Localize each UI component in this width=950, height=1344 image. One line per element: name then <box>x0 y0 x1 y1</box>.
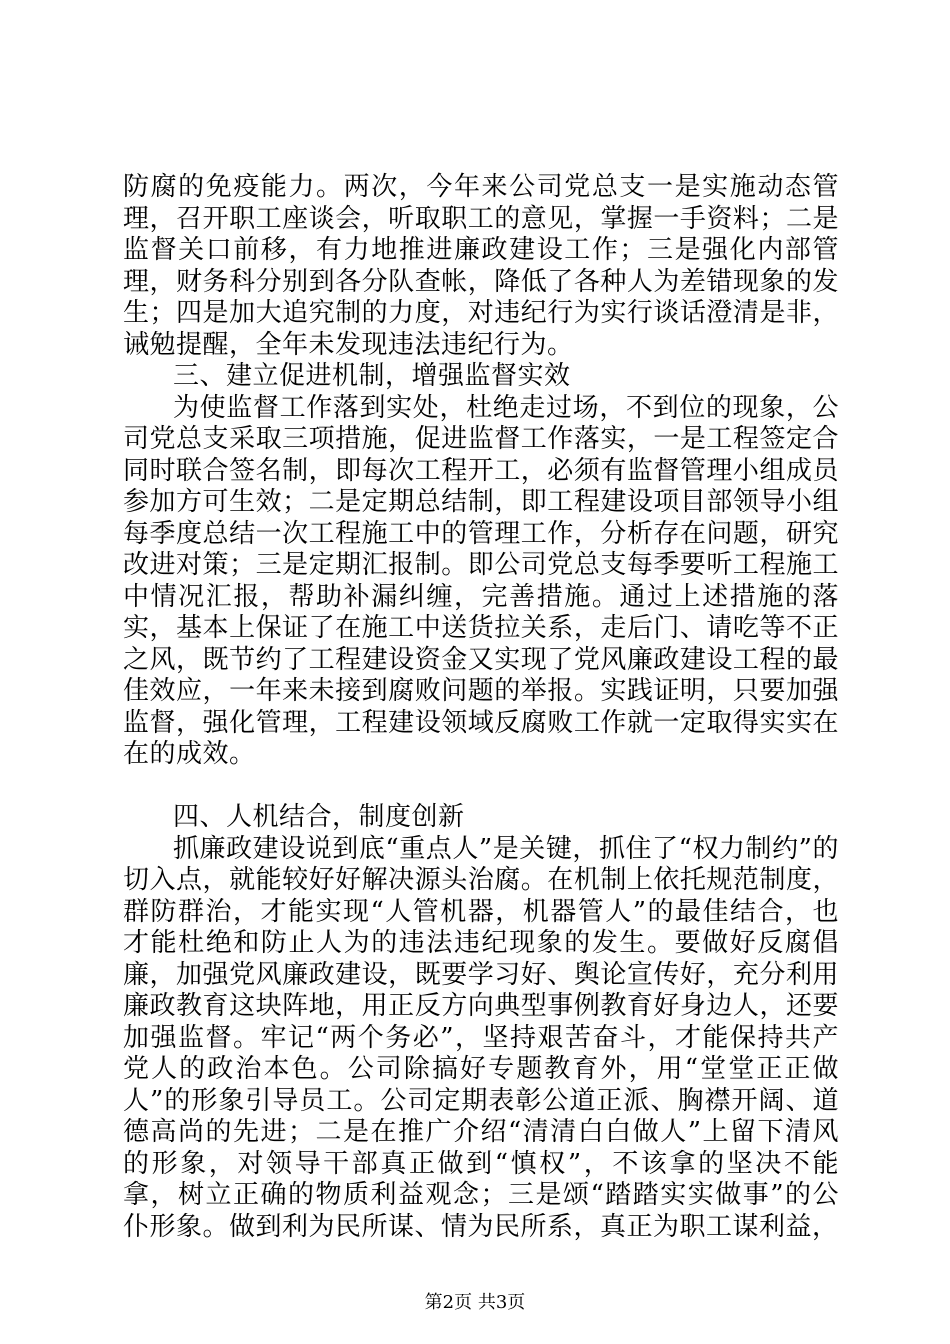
section-heading-3: 三、建立促进机制，增强监督实效 <box>173 361 571 391</box>
page-footer: 第2页 共3页 <box>424 1292 526 1313</box>
paragraph-continuation: 防腐的免疫能力。两次，今年来公司党总支一是实施动态管理，召开职工座谈会，听取职工的意见，掌握一手资料；二是监督关口前移，有力地推进廉政建设工作；三是强化内部管理，财务科分别到各分队查帐，降低了各种人为差错现象的发生；四是加大追究制的力度，对违纪行为实行谈话澄清是非，诫勉提醒，全年未发现违法违纪行为。 <box>123 172 839 360</box>
document-body <box>123 172 839 1243</box>
section-heading-4: 四、人机结合，制度创新 <box>173 802 465 832</box>
paragraph-section-4: 抓廉政建设说到底“重点人”是关键，抓住了“权力制约”的切入点，就能较好好解决源头治腐。在机制上依托规范制度，群防群治，才能实现“人管机器，机器管人”的最佳结合，也才能杜绝和防止人为的违法违纪现象的发生。要做好反腐倡廉，加强党风廉政建设，既要学习好、舆论宣传好，充分利用廉政教育这块阵地，用正反方向典型事例教育好身边人，还要加强监督。牢记“两个务必”，坚持艰苦奋斗，才能保持共产党人的政治本色。公司除搞好专题教育外，用“堂堂正正做人”的形象引导员工。公司定期表彰公道正派、胸襟开阔、道德高尚的先进；二是在推广介绍“清清白白做人”上留下清风的形象，对领导干部真正做到“慎权”，不该拿的坚决不能拿，树立正确的物质利益观念；三是颂“踏踏实实做事”的公仆形象。做到利为民所谋、情为民所系，真正为职工谋利益， <box>123 833 839 1242</box>
paragraph-section-3: 为使监督工作落到实处，杜绝走过场，不到位的现象，公司党总支采取三项措施，促进监督工作落实，一是工程签定合同时联合签名制，即每次工程开工，必须有监督管理小组成员参加方可生效；二是定期总结制，即工程建设项目部领导小组每季度总结一次工程施工中的管理工作，分析存在问题，研究改进对策；三是定期汇报制。即公司党总支每季要听工程施工中情况汇报，帮助补漏纠缠，完善措施。通过上述措施的落实，基本上保证了在施工中送货拉关系，走后门、请吃等不正之风，既节约了工程建设资金又实现了党风廉政建设工程的最佳效应，一年来未接到腐败问题的举报。实践证明，只要加强监督，强化管理，工程建设领域反腐败工作就一定取得实实在在的成效。 <box>123 392 839 769</box>
paragraph-spacer <box>123 771 839 803</box>
